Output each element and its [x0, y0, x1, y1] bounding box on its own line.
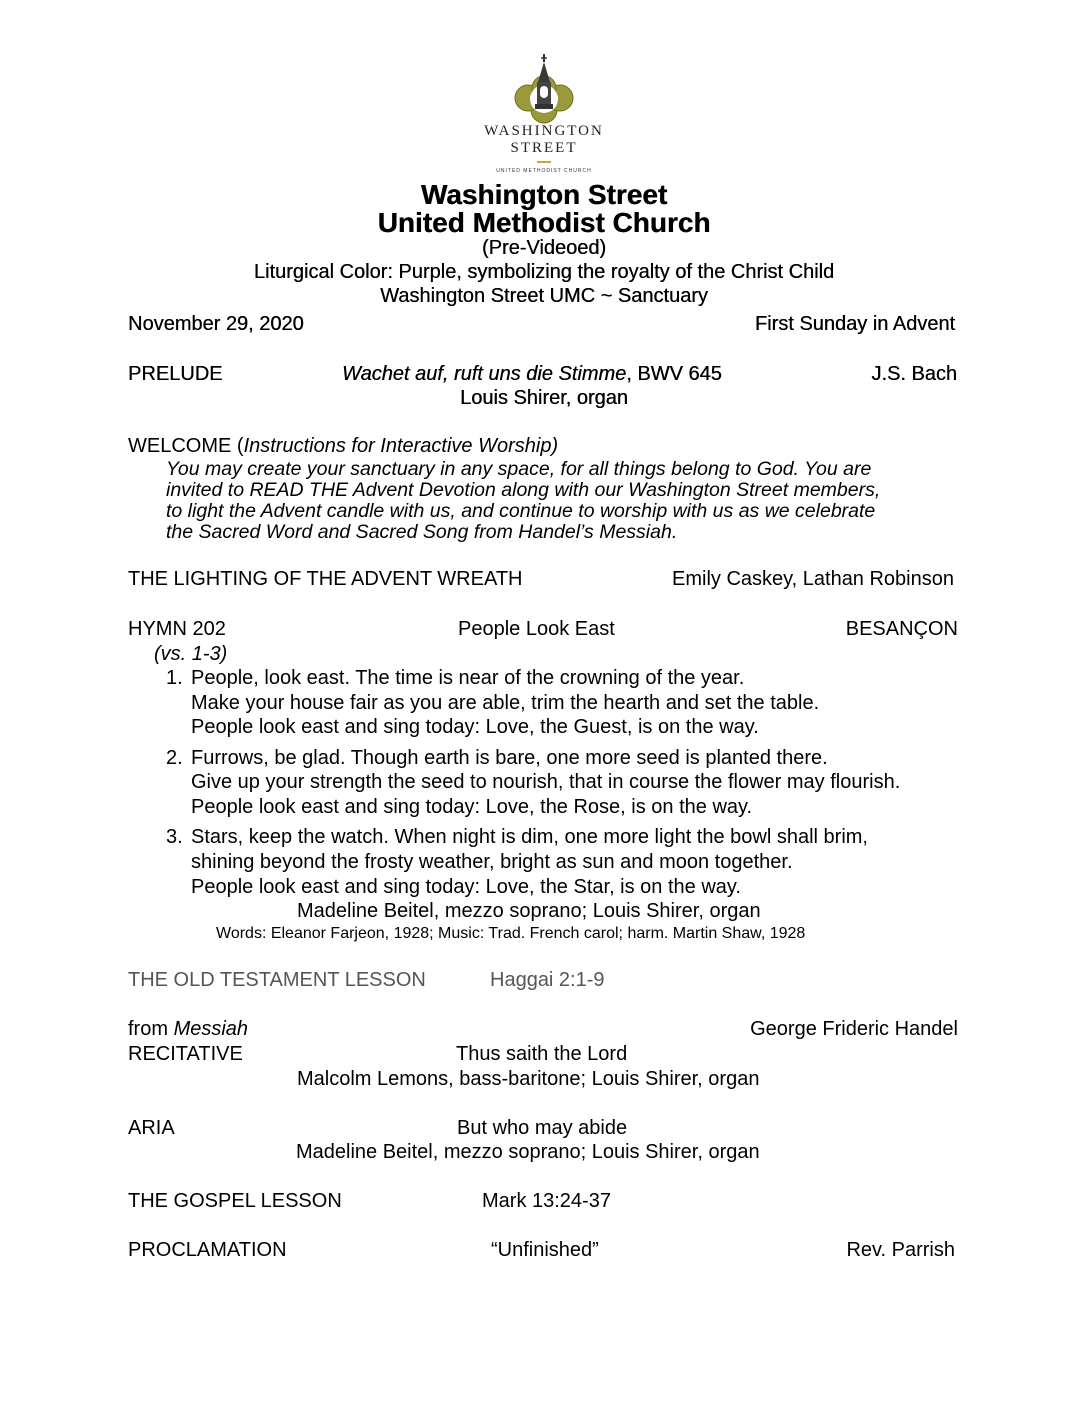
recitative-label: RECITATIVE — [128, 1043, 243, 1065]
ot-lesson-reference: Haggai 2:1-9 — [490, 969, 605, 991]
prelude-composer: J.S. Bach — [871, 363, 957, 385]
welcome-sub: Instructions for Interactive Worship) — [243, 435, 559, 457]
verse-line: Give up your strength the seed to nourish, that in course the flower may flourish. — [191, 771, 901, 793]
service-format: (Pre-Videoed) — [481, 237, 607, 259]
hymn-title: People Look East — [458, 618, 615, 640]
proclamation-preacher: Rev. Parrish — [846, 1239, 955, 1261]
verse-number: 3. — [166, 826, 183, 848]
logo-line2: STREET — [510, 140, 578, 156]
gospel-reference: Mark 13:24-37 — [482, 1190, 611, 1212]
welcome-heading — [128, 434, 558, 458]
service-location: Washington Street UMC ~ Sanctuary — [380, 285, 708, 307]
ot-lesson-label: THE OLD TESTAMENT LESSON — [128, 969, 426, 991]
verse-line: Furrows, be glad. Though earth is bare, one more seed is planted there. — [191, 747, 828, 769]
welcome-line: You may create your sanctuary in any space, for all things belong to God. You are — [166, 458, 872, 480]
church-logo — [484, 52, 604, 177]
hymn-performers: Madeline Beitel, mezzo soprano; Louis Shirer, organ — [297, 900, 761, 922]
verse-line: Make your house fair as you are able, trim the hearth and set the table. — [191, 692, 820, 714]
aria-performers: Madeline Beitel, mezzo soprano; Louis Shirer, organ — [296, 1141, 760, 1163]
service-occasion: First Sunday in Advent — [754, 313, 955, 335]
verse-line: Stars, keep the watch. When night is dim, one more light the bowl shall brim, — [191, 826, 868, 848]
aria-title: But who may abide — [457, 1117, 628, 1139]
liturgical-color: Liturgical Color: Purple, symbolizing the royalty of the Christ Child — [253, 261, 835, 283]
verse-number: 1. — [166, 667, 183, 689]
proclamation-title: “Unfinished” — [491, 1239, 599, 1261]
verse-line: People, look east. The time is near of the crowning of the year. — [191, 667, 745, 689]
steeple-emblem-icon — [494, 52, 594, 132]
welcome-label: WELCOME ( — [128, 435, 244, 457]
hymn-tune: BESANÇON — [845, 618, 958, 640]
welcome-line: to light the Advent candle with us, and continue to worship with us as we celebrate — [166, 500, 876, 522]
messiah-heading — [128, 1017, 248, 1041]
recitative-title: Thus saith the Lord — [456, 1043, 628, 1065]
verse-line: shining beyond the frosty weather, bright as sun and moon together. — [191, 851, 793, 873]
logo-line1: WASHINGTON — [484, 123, 604, 139]
verse-line: People look east and sing today: Love, the Star, is on the way. — [191, 876, 741, 898]
messiah-work: Messiah — [173, 1018, 249, 1040]
verse-number: 2. — [166, 747, 183, 769]
church-name-line1: Washington Street — [420, 179, 668, 210]
welcome-line: the Sacred Word and Sacred Song from Handel’s Messiah. — [166, 521, 678, 543]
prelude-performer: Louis Shirer, organ — [460, 387, 628, 409]
welcome-line: invited to READ THE Advent Devotion along with our Washington Street members, — [166, 479, 881, 501]
prelude-catalog: , BWV 645 — [626, 363, 722, 385]
verse-line: People look east and sing today: Love, the Guest, is on the way. — [191, 716, 759, 738]
service-date: November 29, 2020 — [128, 313, 304, 335]
church-name-line2: United Methodist Church — [377, 207, 711, 238]
hymn-label: HYMN 202 — [128, 618, 226, 640]
prelude-title: Wachet auf, ruft uns die Stimme — [342, 363, 627, 385]
wreath-readers: Emily Caskey, Lathan Robinson — [672, 568, 954, 590]
hymn-verses-note: (vs. 1-3) — [154, 643, 228, 665]
messiah-composer: George Frideric Handel — [750, 1018, 958, 1040]
hymn-credits: Words: Eleanor Farjeon, 1928; Music: Trad. French carol; harm. Martin Shaw, 1928 — [216, 925, 806, 942]
prelude-piece — [342, 362, 722, 386]
wreath-label: THE LIGHTING OF THE ADVENT WREATH — [128, 568, 523, 590]
prelude-label: PRELUDE — [128, 363, 223, 385]
logo-tagline: UNITED METHODIST CHURCH — [496, 168, 592, 174]
recitative-performers: Malcolm Lemons, bass-baritone; Louis Shirer, organ — [297, 1068, 760, 1090]
logo-divider — [537, 161, 551, 163]
proclamation-label: PROCLAMATION — [128, 1239, 287, 1261]
aria-label: ARIA — [128, 1117, 175, 1139]
messiah-from: from — [128, 1018, 174, 1040]
verse-line: People look east and sing today: Love, the Rose, is on the way. — [191, 796, 753, 818]
gospel-label: THE GOSPEL LESSON — [128, 1190, 342, 1212]
